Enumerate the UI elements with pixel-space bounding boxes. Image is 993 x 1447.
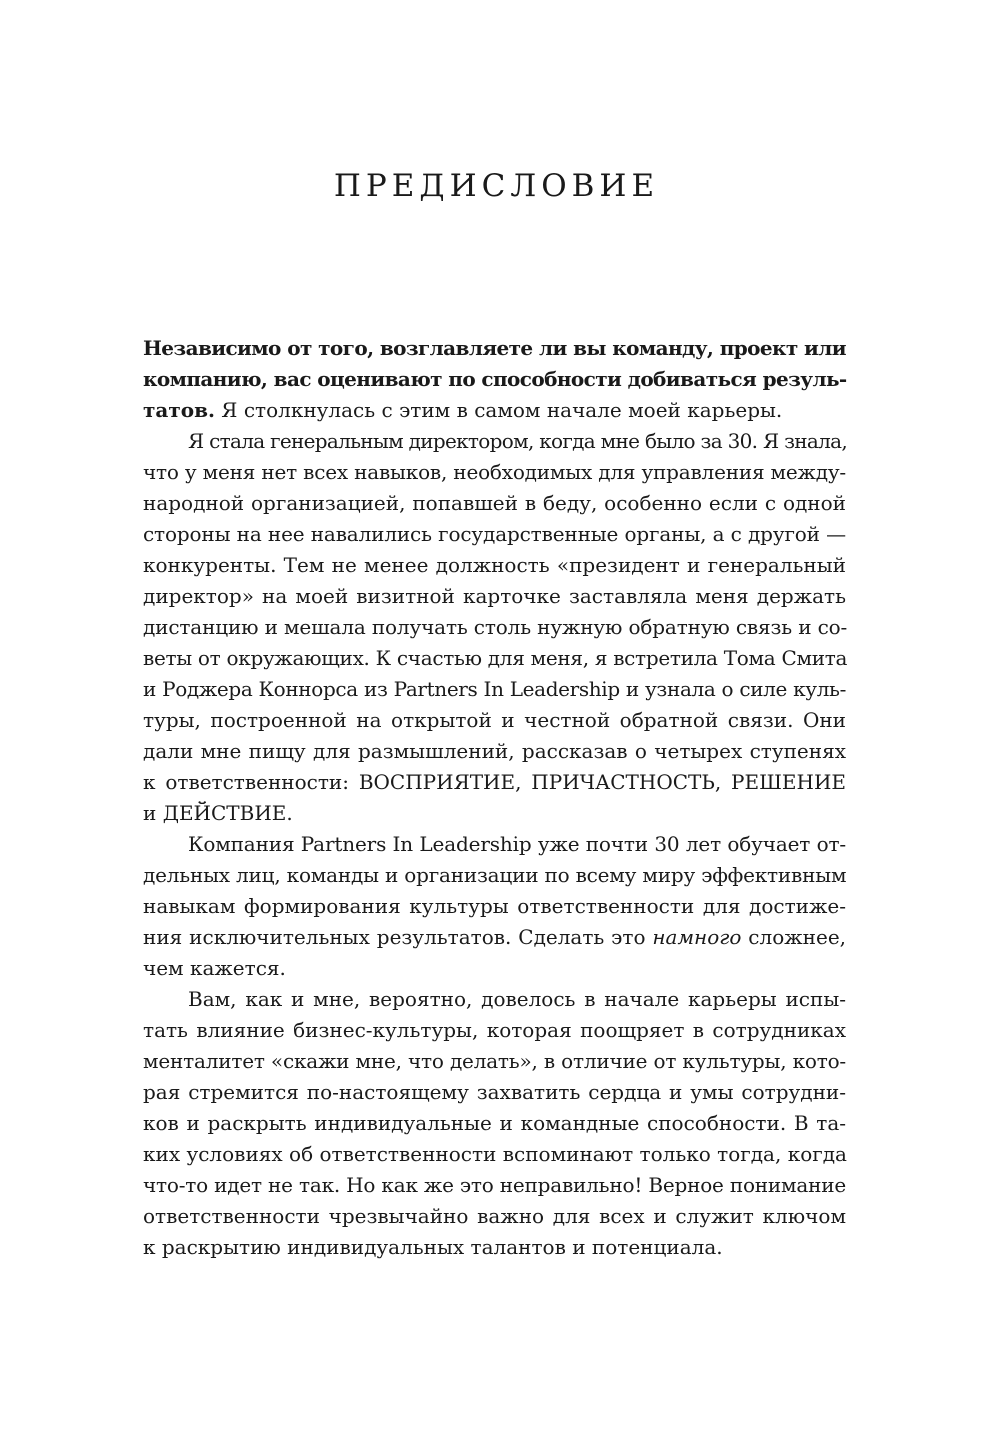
text-line xyxy=(143,736,846,767)
text-segment: менталитет «скажи мне, что делать», в отличие от культуры, кото- xyxy=(143,1049,846,1073)
text-segment: что у меня нет всех навыков, необходимых для управления между- xyxy=(143,460,846,484)
paragraph xyxy=(143,333,846,426)
text-line xyxy=(143,705,846,736)
text-segment: конкуренты. Тем не менее должность «президент и генеральный xyxy=(143,553,846,577)
text-line xyxy=(143,1201,846,1232)
text-segment: дистанцию и мешала получать столь нужную обратную связь и со- xyxy=(143,615,848,639)
bold-text: татов. xyxy=(143,398,215,422)
text-segment: что-то идет не так. Но как же это неправильно! Верное понимание xyxy=(143,1173,847,1197)
text-line xyxy=(143,1232,846,1263)
text-line xyxy=(143,829,846,860)
text-line xyxy=(143,395,846,426)
text-line xyxy=(143,457,846,488)
text-segment: сложнее, xyxy=(741,925,847,949)
text-segment: ния исключительных результатов. Сделать это xyxy=(143,925,653,949)
text-line xyxy=(143,860,846,891)
text-segment: тать влияние бизнес-культуры, которая поощряет в сотрудниках xyxy=(143,1018,846,1042)
text-segment: Компания Partners In Leadership уже почти 30 лет обучает от- xyxy=(188,832,846,856)
text-segment: и ДЕЙСТВИЕ. xyxy=(143,801,293,825)
text-line xyxy=(143,1015,846,1046)
text-segment: Вам, как и мне, вероятно, довелось в начале карьеры испы- xyxy=(188,987,846,1011)
text-line xyxy=(143,984,846,1015)
text-line xyxy=(143,1170,846,1201)
text-line xyxy=(143,1139,846,1170)
text-segment: и Роджера Коннорса из Partners In Leadership и узнала о силе куль- xyxy=(143,677,846,701)
bold-text: компанию, вас оценивают по способности добиваться резуль- xyxy=(143,367,847,391)
paragraph xyxy=(143,829,846,984)
text-segment: Я столкнулась с этим в самом начале моей карьеры. xyxy=(214,398,783,422)
text-line xyxy=(143,550,846,581)
body-text xyxy=(143,333,846,1263)
text-line xyxy=(143,922,846,953)
text-line xyxy=(143,1108,846,1139)
text-line xyxy=(143,953,846,984)
text-segment: веты от окружающих. К счастью для меня, я встретила Тома Смита xyxy=(143,646,848,670)
text-segment: стороны на нее навалились государственные органы, а с другой — xyxy=(143,522,846,546)
text-line xyxy=(143,767,846,798)
text-line xyxy=(143,333,846,364)
text-segment: народной организацией, попавшей в беду, особенно если с одной xyxy=(143,491,846,515)
text-segment: к раскрытию индивидуальных талантов и потенциала. xyxy=(143,1235,723,1259)
text-line xyxy=(143,798,846,829)
text-line xyxy=(143,581,846,612)
text-line xyxy=(143,364,846,395)
text-segment: навыкам формирования культуры ответственности для достиже- xyxy=(143,894,846,918)
text-line xyxy=(143,643,846,674)
text-line xyxy=(143,1046,846,1077)
text-segment: ответственности чрезвычайно важно для всех и служит ключом xyxy=(143,1204,846,1228)
text-segment: дельных лиц, команды и организации по всему миру эффективным xyxy=(143,863,847,887)
text-line xyxy=(143,519,846,550)
italic-text: намного xyxy=(652,925,742,949)
text-segment: директор» на моей визитной карточке заставляла меня держать xyxy=(143,584,846,608)
bold-text: Независимо от того, возглавляете ли вы команду, проект или xyxy=(143,336,846,360)
text-segment: рая стремится по-настоящему захватить сердца и умы сотрудни- xyxy=(143,1080,846,1104)
text-segment: чем кажется. xyxy=(143,956,286,980)
text-segment: к ответственности: ВОСПРИЯТИЕ, ПРИЧАСТНОСТЬ, РЕШЕНИЕ xyxy=(143,770,846,794)
text-line xyxy=(143,1077,846,1108)
text-line xyxy=(143,674,846,705)
paragraph xyxy=(143,426,846,829)
chapter-title: ПРЕДИСЛОВИЕ xyxy=(333,168,660,204)
text-line xyxy=(143,488,846,519)
text-line xyxy=(143,426,846,457)
text-line xyxy=(143,612,846,643)
paragraph xyxy=(143,984,846,1263)
text-segment: ков и раскрыть индивидуальные и командные способности. В та- xyxy=(143,1111,846,1135)
text-segment: дали мне пищу для размышлений, рассказав о четырех ступенях xyxy=(143,739,846,763)
text-segment: ких условиях об ответственности вспоминают только тогда, когда xyxy=(143,1142,847,1166)
text-line xyxy=(143,891,846,922)
text-segment: туры, построенной на открытой и честной обратной связи. Они xyxy=(143,708,846,732)
text-segment: Я стала генеральным директором, когда мне было за 30. Я знала, xyxy=(188,429,848,453)
